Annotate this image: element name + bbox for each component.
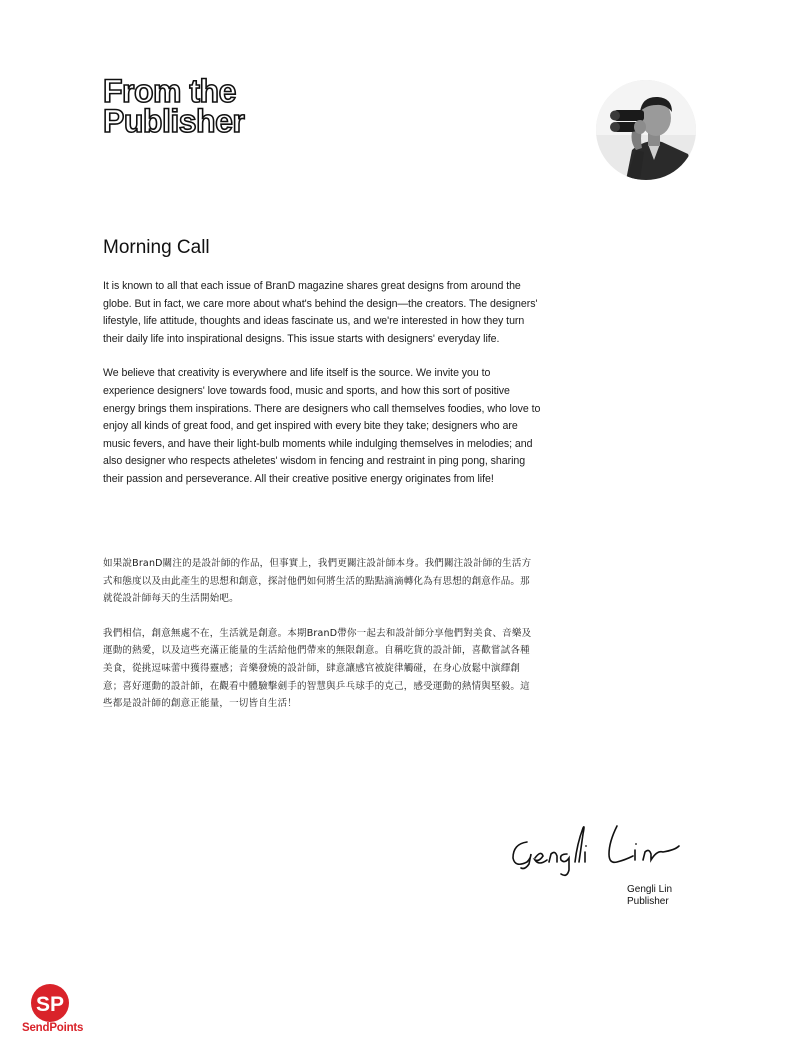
chinese-body (103, 555, 533, 730)
sendpoints-logo-mark (30, 983, 70, 1023)
english-paragraph: It is known to all that each issue of BranD magazine shares great designs from around the globe. But in fact, we care more about what's behind the design—the creators. The designers' lifestyle, life attitude, thoughts and ideas fascinate us, and we're interested in how they turn their daily life into inspirational designs. This issue starts with designers' everyday life. (103, 280, 538, 345)
english-body (103, 278, 543, 506)
publisher-portrait-image (596, 80, 696, 180)
article-title: Morning Call (103, 237, 210, 258)
english-paragraph: We believe that creativity is everywhere and life itself is the source. We invite you to experience designers' love towards food, music and sports, and how this sort of positive energy brings them inspirations. There are designers who call themselves foodies, who love to enjoy all kinds of great food, and get inspired with every bite they take; designers who are music fevers, and have their light-bulb moments while indulging themselves in melodies; and also designer who respects atheletes' wisdom in fencing and restraint in ping pong, sharing their passion and perseverance. All their creative positive energy originates from life! (103, 367, 541, 485)
publisher-role: Publisher (627, 896, 669, 907)
handwritten-signature (505, 820, 685, 880)
section-heading: From the Publisher (103, 73, 245, 139)
logo-wordmark: SendPoints (22, 1022, 84, 1034)
chinese-paragraph: 我們相信，創意無處不在，生活就是創意。本期BranD帶你一起去和設計師分享他們對美食、音樂及運動的熱愛，以及這些充滿正能量的生活給他們帶來的無限創意。自稱吃貨的設計師，喜歡嘗試各種美食，從挑逗味蕾中獲得靈感；音樂發燒的設計師，肆意讓感官被旋律觸碰，在身心放鬆中演繹創意；喜好運動的設計師，在觀看中體驗擊劍手的智慧與乒乓球手的克己，感受運動的熱情與堅毅。這些都是設計師的創意正能量，一切皆自生活！ (103, 627, 532, 710)
logo-letters: SP (35, 993, 65, 1016)
sendpoints-logo (22, 983, 102, 1039)
publisher-name: Gengli Lin (627, 884, 673, 895)
chinese-paragraph: 如果說BranD關注的是設計師的作品，但事實上，我們更關注設計師本身。我們關注設計師的生活方式和態度以及由此產生的思想和創意，探討他們如何將生活的點點滴滴轉化為有思想的創意作品。那就從設計師每天的生活開始吧。 (103, 558, 532, 605)
publisher-portrait (596, 80, 696, 180)
